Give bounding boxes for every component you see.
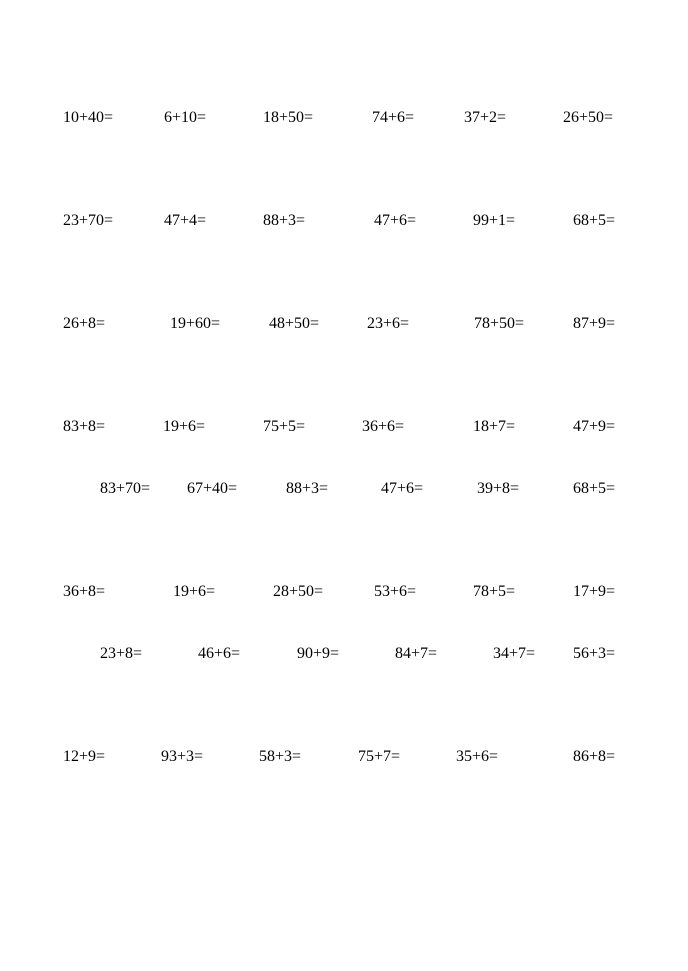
problem: 10+40=: [63, 109, 114, 126]
problem: 12+9=: [63, 748, 106, 765]
problem: 47+6=: [374, 212, 417, 229]
problem: 23+6=: [367, 315, 410, 332]
problem: 28+50=: [273, 583, 324, 600]
problem: 83+8=: [63, 418, 106, 435]
problem: 53+6=: [374, 583, 417, 600]
problem: 68+5=: [573, 480, 616, 497]
problem: 99+1=: [473, 212, 516, 229]
problem: 75+5=: [263, 418, 306, 435]
problem: 86+8=: [573, 748, 616, 765]
problem: 19+60=: [170, 315, 221, 332]
problem: 36+8=: [63, 583, 106, 600]
problem: 67+40=: [187, 480, 238, 497]
problem: 88+3=: [286, 480, 329, 497]
problem: 39+8=: [477, 480, 520, 497]
problem: 88+3=: [263, 212, 306, 229]
problem: 47+4=: [164, 212, 207, 229]
problem: 48+50=: [269, 315, 320, 332]
problem: 78+50=: [474, 315, 525, 332]
problem: 19+6=: [163, 418, 206, 435]
problem: 35+6=: [456, 748, 499, 765]
problem: 47+6=: [381, 480, 424, 497]
problem: 83+70=: [100, 480, 151, 497]
problem: 36+6=: [362, 418, 405, 435]
problem: 46+6=: [198, 645, 241, 662]
problem: 23+70=: [63, 212, 114, 229]
problem: 68+5=: [573, 212, 616, 229]
problem: 87+9=: [573, 315, 616, 332]
problem: 74+6=: [372, 109, 415, 126]
problem: 75+7=: [358, 748, 401, 765]
problem: 90+9=: [297, 645, 340, 662]
problem: 19+6=: [173, 583, 216, 600]
problem: 17+9=: [573, 583, 616, 600]
problem: 6+10=: [164, 109, 207, 126]
problem: 47+9=: [573, 418, 616, 435]
problem: 26+50=: [563, 109, 614, 126]
problem: 18+7=: [473, 418, 516, 435]
problem: 18+50=: [263, 109, 314, 126]
problem: 37+2=: [464, 109, 507, 126]
problem: 78+5=: [473, 583, 516, 600]
problem: 84+7=: [395, 645, 438, 662]
problem: 34+7=: [493, 645, 536, 662]
problem: 56+3=: [573, 645, 616, 662]
problem: 58+3=: [259, 748, 302, 765]
problem: 26+8=: [63, 315, 106, 332]
problem: 23+8=: [100, 645, 143, 662]
problem: 93+3=: [161, 748, 204, 765]
